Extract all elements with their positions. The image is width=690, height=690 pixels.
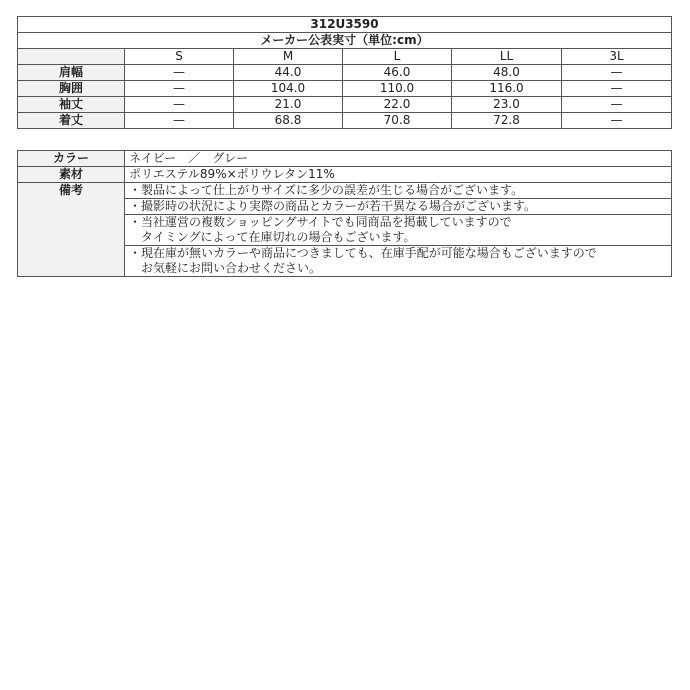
note-line: ・撮影時の状況により実際の商品とカラーが若干異なる場合がございます。 [129,199,537,213]
size-header: LL [452,49,562,65]
table-cell: 48.0 [452,65,562,81]
size-table [17,16,672,129]
note-line: タイミングによって在庫切れの場合もございます。 [129,230,416,244]
table-row [18,65,672,81]
size-table-subtitle: メーカー公表実寸（単位:cm） [18,33,672,49]
table-row [18,113,672,129]
product-code: 312U3590 [18,17,672,33]
table-cell: 44.0 [234,65,343,81]
color-label: カラー [18,151,125,167]
note-line: お気軽にお問い合わせください。 [129,261,322,275]
table-cell: — [562,65,672,81]
table-cell: 72.8 [452,113,562,129]
table-cell: 21.0 [234,97,343,113]
table-cell: 23.0 [452,97,562,113]
table-row [18,97,672,113]
notes-label: 備考 [18,183,125,277]
note-item [125,246,672,277]
color-value: ネイビー ／ グレー [125,151,672,167]
material-value: ポリエステル89%×ポリウレタン11% [125,167,672,183]
table-cell: — [562,113,672,129]
size-header: 3L [562,49,672,65]
table-cell: — [125,113,234,129]
size-header: S [125,49,234,65]
table-cell: — [125,81,234,97]
table-cell: 70.8 [343,113,452,129]
note-item [125,183,672,199]
note-line: ・現在庫が無いカラーや商品につきましても、在庫手配が可能な場合もございますので [129,246,597,260]
table-cell: — [125,97,234,113]
table-cell: 46.0 [343,65,452,81]
table-cell: — [562,81,672,97]
table-row [18,81,672,97]
row-label: 胸囲 [18,81,125,97]
table-cell: — [125,65,234,81]
corner-cell [18,49,125,65]
note-line: ・当社運営の複数ショッピングサイトでも同商品を掲載していますので [129,215,512,229]
table-cell: 104.0 [234,81,343,97]
table-cell: 22.0 [343,97,452,113]
row-label: 肩幅 [18,65,125,81]
note-item [125,215,672,246]
info-table [17,150,672,277]
note-item [125,199,672,215]
table-cell: 110.0 [343,81,452,97]
row-label: 着丈 [18,113,125,129]
size-header: L [343,49,452,65]
table-cell: 116.0 [452,81,562,97]
table-cell: — [562,97,672,113]
note-line: ・製品によって仕上がりサイズに多少の誤差が生じる場合がございます。 [129,183,524,197]
table-cell: 68.8 [234,113,343,129]
size-header: M [234,49,343,65]
row-label: 袖丈 [18,97,125,113]
material-label: 素材 [18,167,125,183]
